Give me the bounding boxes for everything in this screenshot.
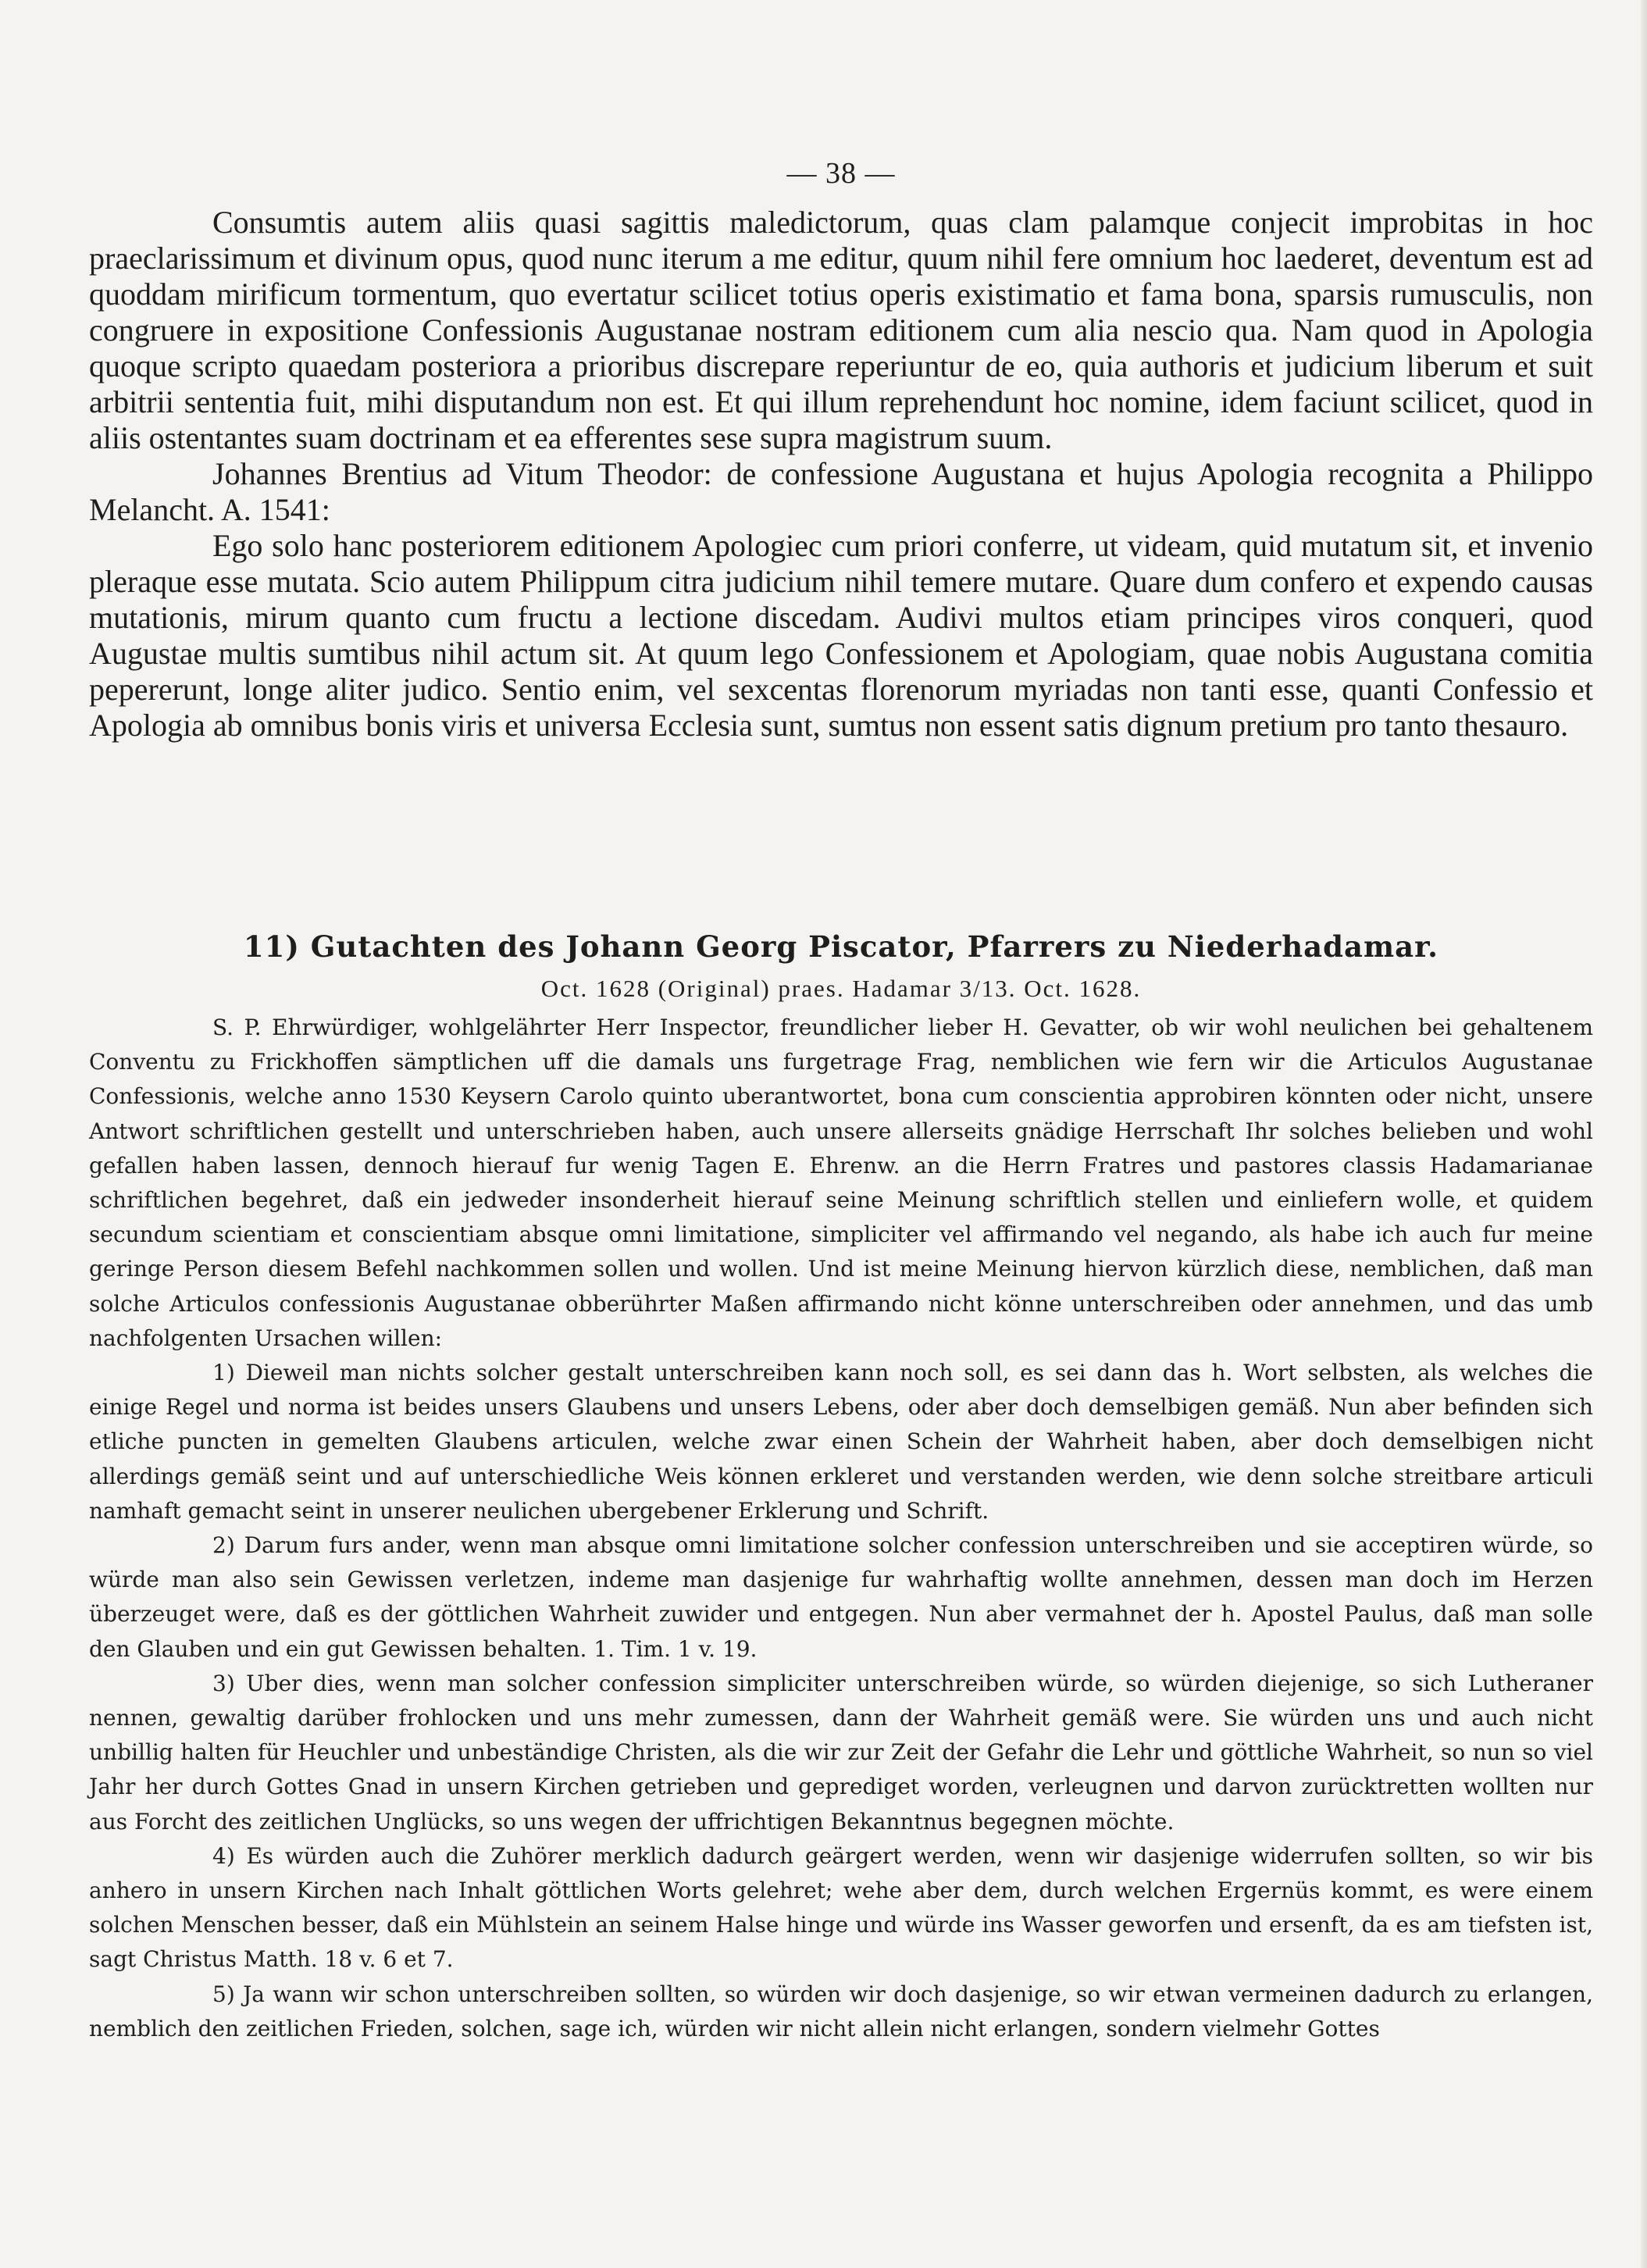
numbered-item-2: 2) Darum furs ander, wenn man absque omni limitatione solcher confession unterschreiben und sie acceptiren würde, so würde man also sein Gewissen verletzen, indeme man dasjenige fur wahrhaftig wollte annehmen, dessen man doch im Herzen überzeuget were, daß es der göttlichen Wahrheit zuwider und entgegen. Nun aber vermahnet der h. Apostel Paulus, daß man solle den Glauben und ein gut Gewissen behalten. 1. Tim. 1 v. 19. (89, 1532, 1593, 1662)
numbered-item-5: 5) Ja wann wir schon unterschreiben sollten, so würden wir doch dasjenige, so wir etwan vermeinen dadurch zu erlangen, nemblich den zeitlichen Frieden, solchen, sage ich, würden wir nicht allein nicht erlangen, sondern vielmehr Gottes (89, 1981, 1593, 2042)
numbered-item-3: 3) Uber dies, wenn man solcher confession simpliciter unterschreiben würde, so würden diejenige, so sich Lutheraner nennen, gewaltig darüber frohlocken und uns mehr zumessen, dann der Wahrheit gemäß were. Sie würden uns und auch nicht unbillig halten für Heuchler und unbeständige Christen, als die wir zur Zeit der Gefahr die Lehr und göttliche Wahrheit, so nun so viel Jahr her durch Gottes Gnad in unsern Kirchen getrieben und geprediget worden, verleugnen und darvon zurücktretten wollten nur aus Forcht des zeitlichen Unglücks, so uns wegen der uffrichtigen Bekanntnus begegnen möchte. (89, 1670, 1593, 1835)
section-body (89, 1011, 1593, 2046)
numbered-item-1: 1) Dieweil man nichts solcher gestalt unterschreiben kann noch soll, es sei dann das h. Wort selbsten, als welches die einige Regel und norma ist beides unsers Glaubens und unsers Lebens, oder aber doch demselbigen gemäß. Nun aber befinden sich etliche puncten in gemelten Glaubens articulen, welche zwar einen Schein der Wahrheit haben, aber doch demselbigen nicht allerdings gemäß seint und auf unterschiedliche Weis können erkleret und verstanden werden, wie denn solche streitbare articuli namhaft gemacht seint in unserer neulichen ubergebener Erklerung und Schrift. (89, 1360, 1593, 1524)
intro-paragraph: S. P. Ehrwürdiger, wohlgelährter Herr Inspector, freundlicher lieber H. Gevatter, ob wir wohl neulichen bei gehaltenem Conventu zu Frickhoffen sämptlichen uff die damals uns furgetrage Frag, nemblichen wie fern wir die Articulos Augustanae Confessionis, welche anno 1530 Keysern Carolo quinto uberantwortet, bona cum conscientia approbiren könnten oder nicht, unsere Antwort schriftlichen gestellt und unterschrieben haben, auch unsere allerseits gnädige Herrschaft Ihr solches belieben und wohl gefallen haben lassen, dennoch hierauf fur wenig Tagen E. Ehrenw. an die Herrn Fratres und pastores classis Hadamarianae schriftlichen begehret, daß ein jedweder insonderheit hierauf seine Meinung schriftlich stellen und einliefern wolle, et quidem secundum scientiam et conscientiam absque omni limitatione, simpliciter vel affirmando vel negando, als habe ich auch fur meine geringe Person diesem Befehl nachkommen sollen und wollen. Und ist meine Meinung hiervon kürzlich diese, nemblichen, daß man solche Articulos confessionis Augustanae obberührter Maßen affirmando nicht könne unterschreiben oder annehmen, und das umb nachfolgenten Ursachen willen: (89, 1015, 1593, 1351)
latin-section (89, 205, 1593, 744)
latin-paragraph-3: Ego solo hanc posteriorem editionem Apologiec cum priori conferre, ut videam, quid mutatum sit, et invenio pleraque esse mutata. Scio autem Philippum citra judicium nihil temere mutare. Quare dum confero et expendo causas mutationis, mirum quanto cum fructu a lectione discedam. Audivi multos etiam principes viros conqueri, quod Augustae multis sumtibus nihil actum sit. At quum lego Confessionem et Apologiam, quae nobis Augustana comitia pepererunt, longe aliter judico. Sentio enim, vel sexcentas florenorum myriadas non tanti esse, quanti Confessio et Apologia ab omnibus bonis viris et universa Ecclesia sunt, sumtus non essent satis dignum pretium pro tanto thesauro. (89, 528, 1593, 743)
page-edge-shadow (1641, 0, 1647, 2268)
latin-paragraph-1: Consumtis autem aliis quasi sagittis maledictorum, quas clam palamque conjecit improbitas in hoc praeclarissimum et divinum opus, quod nunc iterum a me editur, quum nihil fere omnium hoc laederet, deventum est ad quoddam mirificum tormentum, quo evertatur scilicet totius operis existimatio et fama bona, sparsis rumusculis, non congruere in expositione Confessionis Augustanae nostram editionem cum alia nescio qua. Nam quod in Apologia quoque scripto quaedam posteriora a prioribus discrepare reperiuntur de eo, quia authoris et judicium liberum et suit arbitrii sententia fuit, mihi disputandum non est. Et qui illum reprehendunt hoc nomine, idem faciunt scilicet, quod in aliis ostentantes suam doctrinam et ea efferentes sese supra magistrum suum. (89, 205, 1593, 455)
numbered-item-4: 4) Es würden auch die Zuhörer merklich dadurch geärgert werden, wenn wir dasjenige widerrufen sollten, so wir bis anhero in unsern Kirchen nach Inhalt göttlichen Worts gelehret; wehe aber dem, durch welchen Ergernüs kommt, es were einem solchen Menschen besser, daß ein Mühlstein an seinem Halse hinge und würde ins Wasser geworfen und ersenft, da es am tiefsten ist, sagt Christus Matth. 18 v. 6 et 7. (89, 1842, 1593, 1973)
latin-paragraph-2: Johannes Brentius ad Vitum Theodor: de confessione Augustana et hujus Apologia recognita a Philippo Melancht. A. 1541: (89, 456, 1593, 527)
section-heading: 11) Gutachten des Johann Georg Piscator, Pfarrers zu Niederhadamar. (243, 929, 1439, 964)
page-number: — 38 — (786, 157, 896, 190)
section-subheading: Oct. 1628 (Original) praes. Hadamar 3/13. Oct. 1628. (540, 975, 1142, 1002)
